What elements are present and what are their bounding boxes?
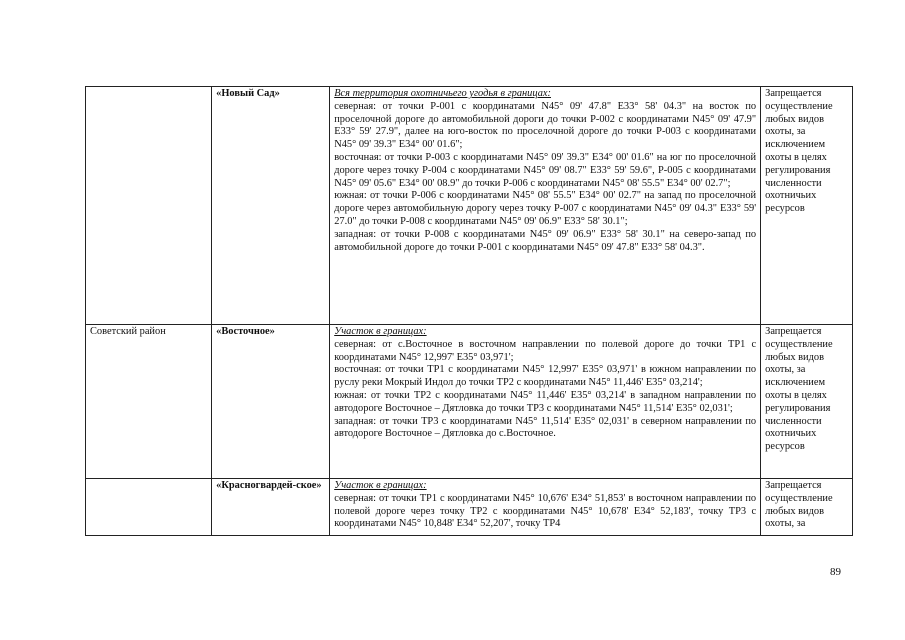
boundaries-heading: Вся территория охотничьего угодья в границах: <box>334 88 551 99</box>
table-row <box>86 87 853 325</box>
district-cell <box>86 479 212 536</box>
boundary-east: восточная: от точки ТР1 с координатами N45° 12,997' E35° 03,971' в южном направлении по руслу реки Мокрый Индол до точки ТР2 с координатами N45° 11,446' E35° 03,214'; <box>334 364 757 389</box>
boundary-north: северная: от с.Восточное в восточном направлении по полевой дороге до точки ТР1 с координатами N45° 12,997' E35° 03,971'; <box>334 338 757 363</box>
district-cell <box>86 87 212 325</box>
table-row <box>86 325 853 479</box>
boundaries-cell <box>330 325 761 479</box>
table-row <box>86 479 853 536</box>
boundary-east: восточная: от точки Р-003 с координатами N45° 09' 39.3" E34° 00' 01.6" на юг по проселочной дороге через точку Р-004 с координатами N45° 09' 08.7" E33° 59' 59.6", Р-005 с координатами N45° 09' 05.6" E34° 00' 08.9" до точки Р-006 с координатами N45° 08' 55.5" E34° 00' 02.7"; <box>334 151 757 189</box>
hunting-ground-name: «Новый Сад» <box>212 87 330 325</box>
hunting-grounds-table <box>85 86 853 536</box>
hunting-ground-name: «Красногвардей-ское» <box>212 479 330 536</box>
restriction-cell: Запрещается осуществление любых видов охоты, за исключением охоты в целях регулирования численности охотничьих ресурсов <box>761 325 853 479</box>
boundary-south: южная: от точки ТР2 с координатами N45° 11,446' E35° 03,214' в западном направлении по автодороге Восточное – Дятловка до точки ТР3 с координатами N45° 11,514' E35° 02,031'; <box>334 389 757 414</box>
boundary-west: западная: от точки ТР3 с координатами N45° 11,514' E35° 02,031' в северном направлении по автодороге Восточное – Дятловка до с.Восточное. <box>334 415 757 440</box>
boundaries-heading: Участок в границах: <box>334 326 427 337</box>
boundary-north: северная: от точки ТР1 с координатами N45° 10,676' E34° 51,853' в восточном направлении по полевой дороге через точку ТР2 с координатами N45° 10,678' E34° 52,183', точку ТР3 с координатами N45° 10,848' E34° 52,207', точку ТР4 <box>334 492 757 530</box>
district-cell: Советский район <box>86 325 212 479</box>
hunting-ground-name: «Восточное» <box>212 325 330 479</box>
boundary-north: северная: от точки Р-001 с координатами N45° 09' 47.8" E33° 58' 04.3" на восток по проселочной дороге до автомобильной дороги до точки Р-002 с координатами N45° 09' 47.9" E33° 59' 27.9", далее на юго-восток по проселочной дороге до точки Р-003 с координатами N45° 09' 39.3" E34° 00' 01.6"; <box>334 100 757 151</box>
restriction-cell: Запрещается осуществление любых видов охоты, за <box>761 479 853 536</box>
boundaries-heading: Участок в границах: <box>334 480 427 491</box>
boundary-south: южная: от точки Р-006 с координатами N45° 08' 55.5" E34° 00' 02.7" на запад по проселочной дороге через автомобильную дорогу через точку Р-007 с координатами N45° 09' 04.3" E33° 59' 27.0" до точки Р-008 с координатами N45° 09' 06.9" E33° 58' 30.1"; <box>334 190 757 227</box>
boundaries-cell <box>330 479 761 536</box>
restriction-cell: Запрещается осуществление любых видов охоты, за исключением охоты в целях регулирования численности охотничьих ресурсов <box>761 87 853 325</box>
boundaries-cell <box>330 87 761 325</box>
page-number: 89 <box>830 566 841 578</box>
boundary-west: западная: от точки Р-008 с координатами N45° 09' 06.9" E33° 58' 30.1" на северо-запад по автомобильной дороге до точки Р-001 с координатами N45° 09' 47.8" E33° 58' 04.3". <box>334 228 757 253</box>
